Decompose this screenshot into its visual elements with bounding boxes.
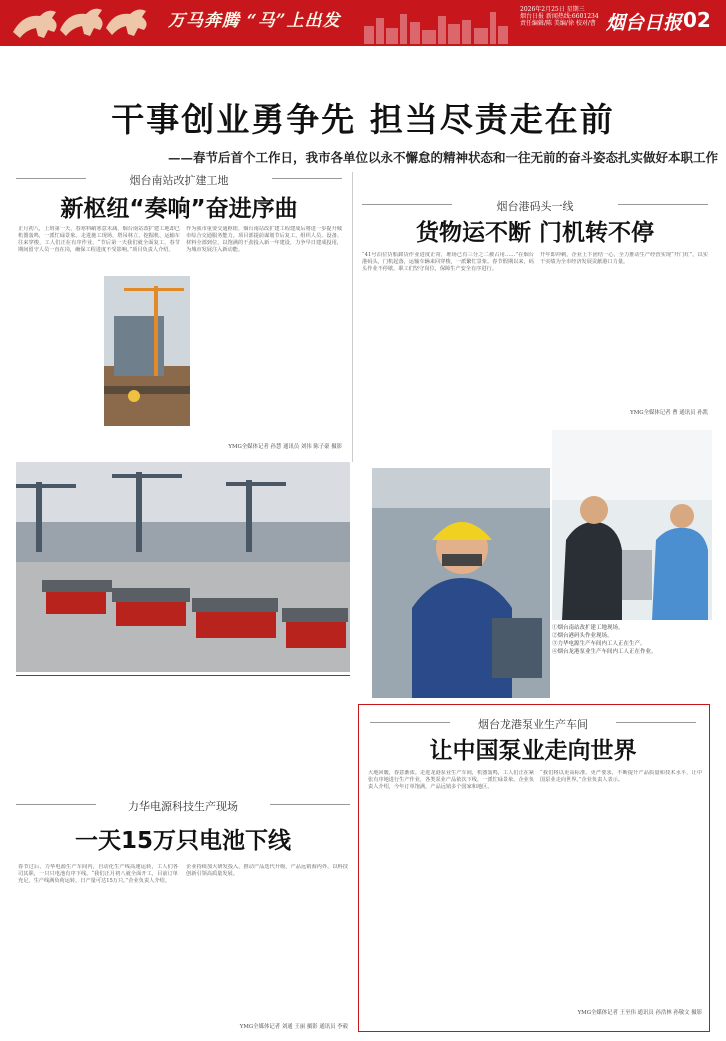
construction-photo-icon xyxy=(104,276,190,426)
banner-slogan: 万马奔腾 “马”上出发 xyxy=(168,11,341,31)
kicker-rule-left xyxy=(362,204,452,205)
story3-title: 一天15万只电池下线 xyxy=(74,828,291,854)
story2-kicker: 烟台港码头一线 xyxy=(496,200,574,213)
story4-byline: YMG全媒体记者 王至伟 通讯员 孙浩林 孙敬文 摄影 xyxy=(577,1010,702,1016)
story4-body-b: “我们将以更高标准、更严要求，不断提升产品质量和技术水平，让中国泵业走向世界。”企业负责人表示。 xyxy=(540,770,702,784)
kicker-rule-right xyxy=(616,722,696,723)
meta-date: 2026年2月25日 星期三 xyxy=(520,6,585,13)
city-skyline-icon xyxy=(360,8,510,44)
kicker-rule-right xyxy=(272,178,342,179)
factory-worker-photo-icon xyxy=(552,430,712,620)
meta-editors: 责任编辑/陈 美编/徐 校对/曹 xyxy=(520,20,596,27)
story2-body-b: 开年即冲刺，企业上下团结一心，全力推动生产经营实现“开门红”，以实干实绩为全市经济发展贡献港口力量。 xyxy=(540,252,708,266)
port-cranes-photo-icon xyxy=(16,462,350,672)
photo-captions xyxy=(552,624,712,656)
caption-1: ①烟台南站改扩建工地现场。 xyxy=(552,625,624,631)
story4-kicker: 烟台龙港泵业生产车间 xyxy=(478,718,588,731)
story1-body-b: 作为我市重要交通枢纽，烟台南站改扩建工程建成后将进一步提升城市综合交通服务能力。项目部提前谋划节后复工，组织人员、设备、材料全部到位，以饱满的干劲投入新一年建设，力争早日建成投用，为城市发展注入新动能。 xyxy=(186,226,342,254)
caption-4: ④烟台龙港泵业生产车间内工人正在作业。 xyxy=(552,649,657,655)
pump-worker-photo xyxy=(552,430,712,620)
column-divider xyxy=(352,172,353,462)
story3-body-a: 春节过后，力华电源生产车间内，自动化生产线高速运转，工人们各司其职，一只只电池有序下线。“我们正月初八就全面开工，目前订单充足，生产线满负荷运转，日产量可达15万只。”企业负责人介绍。 xyxy=(18,864,178,885)
photo-rule xyxy=(16,675,350,676)
story1-byline: YMG全媒体记者 孙慧 通讯员 刘伟 陈子豪 摄影 xyxy=(228,444,342,450)
story1-title: 新枢纽“奏响”奋进序曲 xyxy=(60,196,298,222)
caption-3: ③力华电源生产车间内工人正在生产。 xyxy=(552,641,646,647)
worker-hardhat-photo-icon xyxy=(372,468,550,698)
worker-photo xyxy=(372,468,550,698)
banner-meta xyxy=(520,6,604,27)
story3-byline: YMG全媒体记者 刘通 王丽 摄影 通讯员 李毅 xyxy=(239,1024,348,1030)
story3-kicker: 力华电源科技生产现场 xyxy=(128,800,238,813)
story2-body-a: “41号泊位货船卸货作业进度正常，堆场已有三分之二被占用……”在烟台港码头，门机起落，运输车辆来回穿梭，一派繁忙景象。春节假期以来，码头作业不停歇，职工们坚守岗位，保障生产安全有序进行。 xyxy=(362,252,534,273)
kicker-rule-left xyxy=(370,722,450,723)
kicker-rule-left xyxy=(16,804,96,805)
page-banner xyxy=(0,0,726,46)
paper-name: 烟台日报 xyxy=(606,12,683,34)
caption-2: ②烟台港码头作业现场。 xyxy=(552,633,613,639)
story1-kicker: 烟台南站改扩建工地 xyxy=(129,174,229,187)
kicker-rule-right xyxy=(618,204,708,205)
page-headline: 干事创业勇争先 担当尽责走在前 xyxy=(111,100,615,139)
meta-hotline: 烟台日报 新闻热线:6601234 xyxy=(520,13,599,20)
kicker-rule-right xyxy=(270,804,350,805)
kicker-rule-left xyxy=(16,178,86,179)
story2-title: 货物运不断 门机转不停 xyxy=(415,220,654,246)
story1-body-a: 正月初八，上班第一天，春寒料峭寒意未减，烟台南站改扩建工地却已机器轰鸣，一派忙碌景象。走进施工现场，塔吊林立，挖掘机、运输车往来穿梭，工人们正在有序作业。“节后第一天我们就全面复工，春节期间留守人员一直在岗，确保工程进度不受影响。”项目负责人介绍。 xyxy=(18,226,180,254)
story1-photo xyxy=(104,276,190,426)
story4-title: 让中国泵业走向世界 xyxy=(429,738,637,764)
horse-icon xyxy=(8,2,158,44)
story2-byline: YMG全媒体记者 曹 通讯员 孙凯 xyxy=(630,410,708,416)
port-photo xyxy=(16,462,350,672)
story3-body-b: 企业持续加大研发投入，推动产品迭代升级，产品远销海内外，以科技创新引领高质量发展。 xyxy=(186,864,348,878)
story4-body-a: 大地回暖，春意渐浓。走进龙港泵业生产车间，机器轰鸣，工人们正在紧张有序地进行生产作业，各类泵业产品依次下线，一派忙碌景象。企业负责人介绍，今年订单饱满，产品远销多个国家和地区。 xyxy=(368,770,534,791)
page-number: 02 xyxy=(683,8,711,32)
page-subhead: ——春节后首个工作日，我市各单位以永不懈怠的精神状态和一往无前的奋斗姿态扎实做好本职工作 xyxy=(167,150,718,165)
